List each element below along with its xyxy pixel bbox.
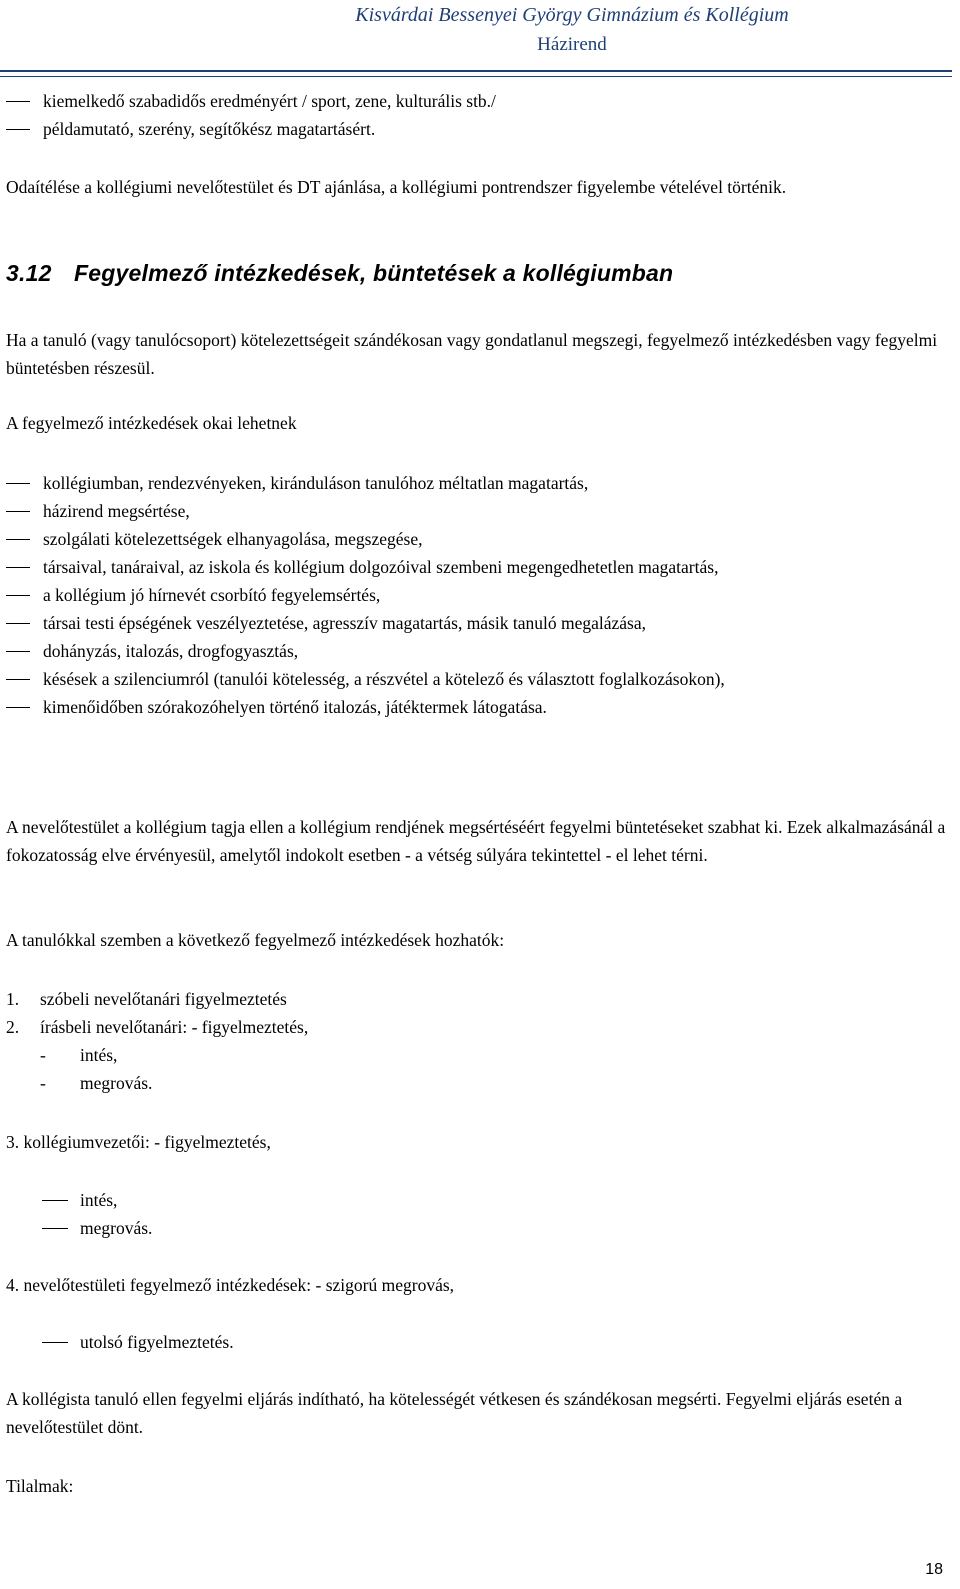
list-item: példamutató, szerény, segítőkész magatartásért. [6,115,956,143]
header-school-name: Kisvárdai Bessenyei György Gimnázium és Kollégium [355,4,789,26]
measure-3-sublist [6,1186,956,1242]
list-item: a kollégium jó hírnevét csorbító fegyelemsértés, [6,581,956,609]
reasons-title: A fegyelmező intézkedések okai lehetnek [6,413,297,433]
measure-item-2 [6,1013,956,1041]
header-document-name: Házirend [537,34,607,55]
measure-text: írásbeli nevelőtanári: - figyelmeztetés, [40,1017,309,1037]
list-item: intés, [6,1186,956,1214]
page-header [192,0,952,60]
measure-4-sublist [6,1328,956,1356]
section-heading [6,256,956,290]
intro-paragraph: Ha a tanuló (vagy tanulócsoport) kötelezettségeit szándékosan vagy gondatlanul megszegi, fegyelmező intézkedésben vagy fegyelmi büntetésben részesül. [6,330,938,378]
measures-title: A tanulókkal szemben a következő fegyelmező intézkedések hozhatók: [6,930,505,950]
section-title: Fegyelmező intézkedések, büntetések a kollégiumban [74,260,674,286]
measure-item-1 [6,985,956,1013]
board-paragraph: A nevelőtestület a kollégium tagja ellen a kollégium rendjének megsértéséért fegyelmi büntetéseket szabhat ki. Ezek alkalmazásánál a fokozatosság elve érvényesül, amelytől indokolt esetben - a vétség súlyára tekintettel - el lehet térni. [6,817,946,865]
page-number: 18 [925,1561,943,1578]
list-item: utolsó figyelmeztetés. [6,1328,956,1356]
list-item: kimenőidőben szórakozóhelyen történő italozás, játéktermek látogatása. [6,693,956,721]
list-item: szolgálati kötelezettségek elhanyagolása, megszegése, [6,525,956,553]
list-item: társaival, tanáraival, az iskola és kollégium dolgozóival szembeni megengedhetetlen magatartás, [6,553,956,581]
award-paragraph: Odaítélése a kollégiumi nevelőtestület és DT ajánlása, a kollégiumi pontrendszer figyelembe vételével történik. [6,177,787,197]
list-item: kiemelkedő szabadidős eredményért / sport, zene, kulturális stb./ [6,87,956,115]
header-divider [0,70,952,77]
measure-item-4: 4. nevelőtestületi fegyelmező intézkedések: - szigorú megrovás, [6,1275,455,1295]
measure-subitem: - intés, [40,1045,118,1065]
list-item: dohányzás, italozás, drogfogyasztás, [6,637,956,665]
list-item: társai testi épségének veszélyeztetése, agresszív magatartás, másik tanuló megalázása, [6,609,956,637]
procedure-paragraph: A kollégista tanuló ellen fegyelmi eljárás indítható, ha kötelességét vétkesen és szándékosan megsérti. Fegyelmi eljárás esetén a nevelőtestület dönt. [6,1389,903,1437]
list-item: házirend megsértése, [6,497,956,525]
measures-list [6,985,956,1097]
measure-item-3: 3. kollégiumvezetői: - figyelmeztetés, [6,1132,271,1152]
list-item: kollégiumban, rendezvényeken, kiránduláson tanulóhoz méltatlan magatartás, [6,469,956,497]
measure-text: szóbeli nevelőtanári figyelmeztetés [40,989,287,1009]
list-item: késések a szilenciumról (tanulói kötelesség, a részvétel a kötelező és választott foglalkozásokon), [6,665,956,693]
measure-number: 2. [6,1017,20,1037]
section-number: 3.12 [6,260,52,286]
reasons-list [6,469,956,721]
list-item: megrovás. [6,1214,956,1242]
award-reasons-list [6,87,956,143]
measure-number: 1. [6,989,20,1009]
tilalmak-heading: Tilalmak: [6,1476,74,1496]
measure-subitem: - megrovás. [40,1073,153,1093]
